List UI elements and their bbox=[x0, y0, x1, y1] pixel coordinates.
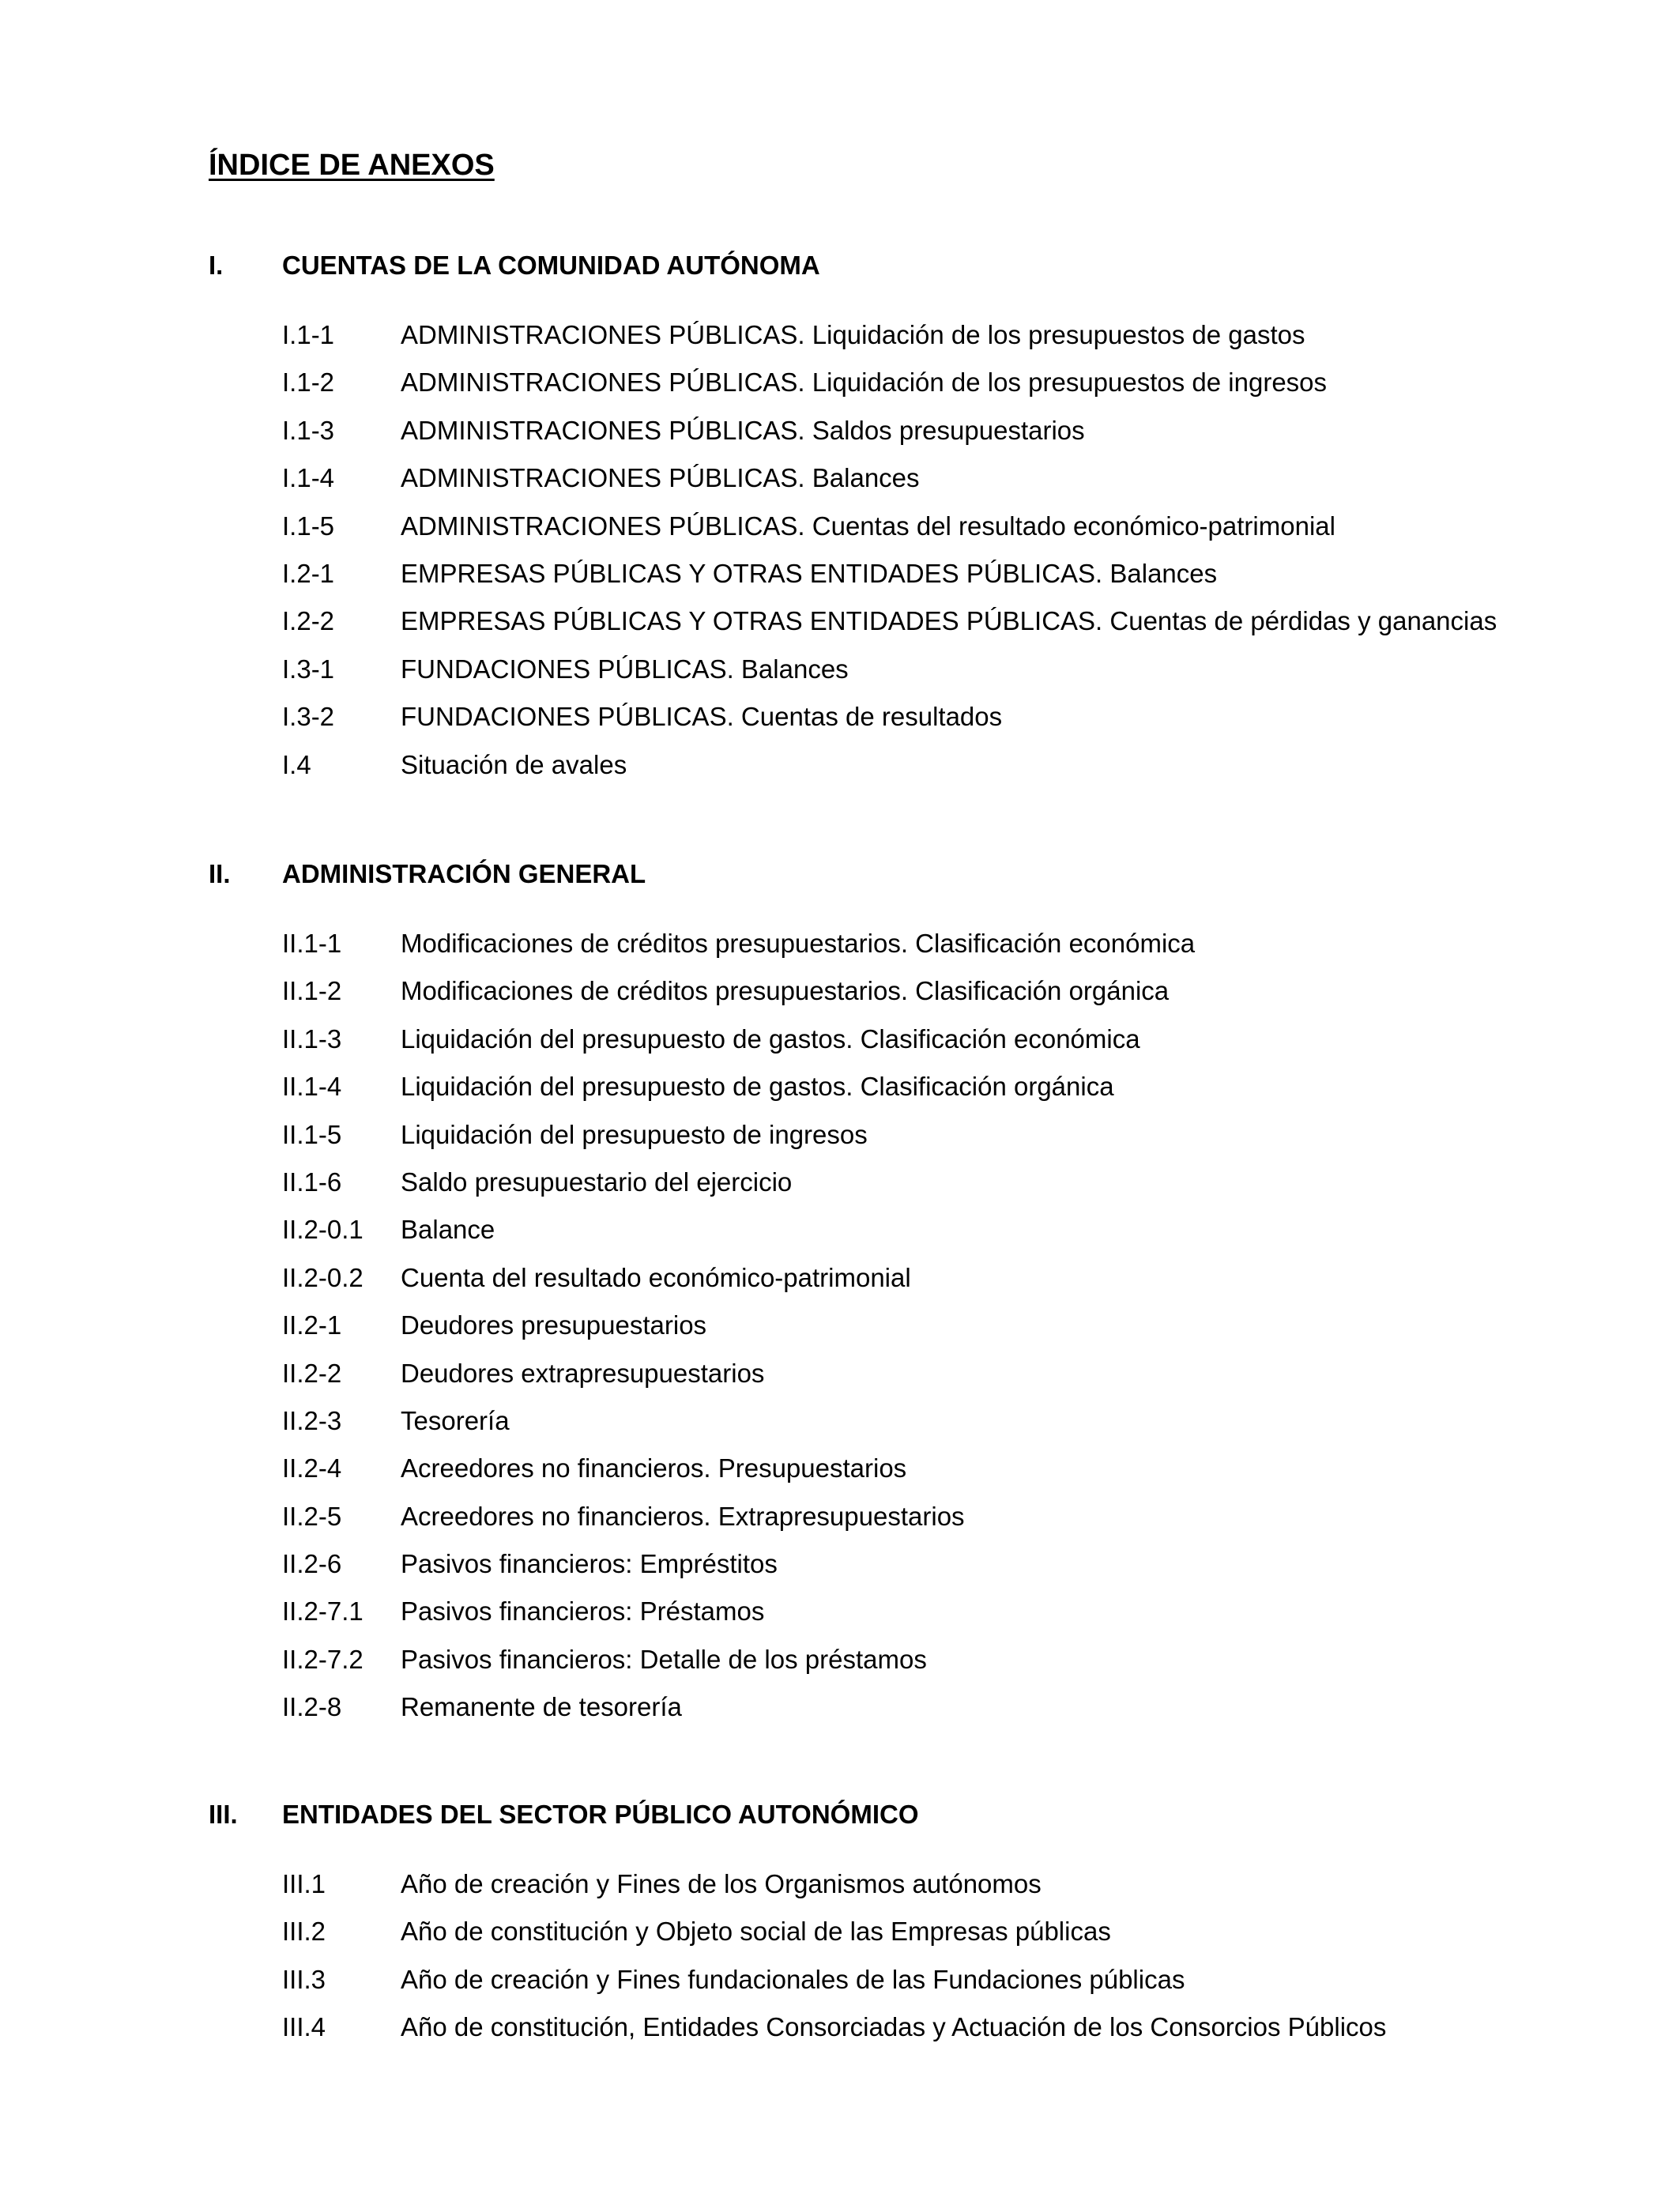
entry-text: Pasivos financieros: Préstamos bbox=[401, 1596, 765, 1627]
index-entry bbox=[209, 550, 1631, 598]
entry-code: I.2-2 bbox=[282, 606, 335, 636]
entry-code: II.2-3 bbox=[282, 1405, 342, 1435]
index-entry bbox=[209, 1350, 1631, 1397]
entry-code: I.1-1 bbox=[282, 320, 335, 349]
entry-code: II.2-2 bbox=[282, 1358, 342, 1388]
index-entry bbox=[209, 1016, 1631, 1063]
page-title: ÍNDICE DE ANEXOS bbox=[209, 149, 495, 182]
entry-code: III.2 bbox=[282, 1917, 326, 1947]
entry-text: EMPRESAS PÚBLICAS Y OTRAS ENTIDADES PÚBLICAS. Cuentas de pérdidas y ganancias bbox=[401, 606, 1497, 636]
index-entry bbox=[209, 1683, 1631, 1731]
index-entry bbox=[209, 1445, 1631, 1492]
index-entry bbox=[209, 1956, 1631, 2004]
index-entry bbox=[209, 1302, 1631, 1349]
index-entry bbox=[209, 2004, 1631, 2051]
section-entries bbox=[209, 920, 1631, 1732]
entry-code: I.1-3 bbox=[282, 415, 335, 445]
index-entry bbox=[209, 1111, 1631, 1159]
entry-text: ADMINISTRACIONES PÚBLICAS. Cuentas del resultado económico-patrimonial bbox=[401, 511, 1335, 541]
index-entry bbox=[209, 920, 1631, 967]
section-title: ENTIDADES DEL SECTOR PÚBLICO AUTONÓMICO bbox=[282, 1800, 919, 1829]
index-entry bbox=[209, 1540, 1631, 1588]
entry-text: Acreedores no financieros. Presupuestarios bbox=[401, 1453, 907, 1483]
entry-text: FUNDACIONES PÚBLICAS. Cuentas de resultados bbox=[401, 702, 1003, 732]
entry-code: II.2-1 bbox=[282, 1310, 342, 1340]
entry-text: Modificaciones de créditos presupuestarios. Clasificación orgánica bbox=[401, 976, 1170, 1006]
index-entry bbox=[209, 598, 1631, 645]
index-entry bbox=[209, 1588, 1631, 1635]
entry-code: II.2-7.1 bbox=[282, 1596, 363, 1627]
section-number: III. bbox=[209, 1800, 238, 1829]
index-entry bbox=[209, 1206, 1631, 1253]
section-header bbox=[209, 1796, 1631, 1834]
entry-text: Liquidación del presupuesto de gastos. Clasificación orgánica bbox=[401, 1072, 1114, 1102]
index-entry bbox=[209, 1908, 1631, 1955]
index-entry bbox=[209, 1493, 1631, 1540]
index-entry bbox=[209, 311, 1631, 359]
entry-text: Deudores extrapresupuestarios bbox=[401, 1358, 765, 1388]
section-title: CUENTAS DE LA COMUNIDAD AUTÓNOMA bbox=[282, 251, 820, 280]
index-entry bbox=[209, 1636, 1631, 1683]
entry-text: Liquidación del presupuesto de ingresos bbox=[401, 1119, 868, 1149]
entry-code: II.1-5 bbox=[282, 1119, 342, 1149]
section-header bbox=[209, 855, 1631, 893]
entry-code: I.4 bbox=[282, 749, 311, 779]
index-entry bbox=[209, 359, 1631, 406]
entry-text: Pasivos financieros: Empréstitos bbox=[401, 1549, 778, 1579]
entry-code: II.2-6 bbox=[282, 1549, 342, 1579]
index-entry bbox=[209, 454, 1631, 502]
entry-text: Modificaciones de créditos presupuestarios. Clasificación económica bbox=[401, 929, 1196, 958]
entry-code: II.1-4 bbox=[282, 1072, 342, 1102]
entry-code: II.1-6 bbox=[282, 1167, 342, 1197]
entry-text: Pasivos financieros: Detalle de los préstamos bbox=[401, 1644, 927, 1674]
entry-text: Remanente de tesorería bbox=[401, 1692, 682, 1722]
entry-text: Acreedores no financieros. Extrapresupuestarios bbox=[401, 1501, 965, 1531]
section-administracion-general bbox=[209, 855, 1631, 1732]
entry-code: II.2-8 bbox=[282, 1692, 342, 1722]
index-entry bbox=[209, 1397, 1631, 1445]
entry-code: II.1-3 bbox=[282, 1023, 342, 1054]
entry-code: II.2-5 bbox=[282, 1501, 342, 1531]
entry-code: II.2-7.2 bbox=[282, 1644, 363, 1674]
index-entry bbox=[209, 1159, 1631, 1206]
entry-text: EMPRESAS PÚBLICAS Y OTRAS ENTIDADES PÚBLICAS. Balances bbox=[401, 558, 1218, 588]
entry-code: I.2-1 bbox=[282, 558, 335, 588]
entry-text: Año de constitución, Entidades Consorciadas y Actuación de los Consorcios Públicos bbox=[401, 2012, 1387, 2042]
entry-code: II.2-0.2 bbox=[282, 1262, 363, 1292]
entry-text: ADMINISTRACIONES PÚBLICAS. Saldos presupuestarios bbox=[401, 415, 1085, 445]
index-entry bbox=[209, 693, 1631, 741]
entry-text: Año de creación y Fines de los Organismos autónomos bbox=[401, 1869, 1042, 1898]
section-cuentas-comunidad bbox=[209, 247, 1631, 789]
index-entry bbox=[209, 407, 1631, 454]
entry-text: Situación de avales bbox=[401, 749, 627, 779]
entry-text: Balance bbox=[401, 1215, 495, 1245]
entry-code: II.2-4 bbox=[282, 1453, 342, 1483]
index-entry bbox=[209, 741, 1631, 789]
entry-text: ADMINISTRACIONES PÚBLICAS. Balances bbox=[401, 463, 920, 493]
entry-code: III.4 bbox=[282, 2012, 326, 2042]
entry-code: I.3-1 bbox=[282, 654, 335, 684]
entry-text: Saldo presupuestario del ejercicio bbox=[401, 1167, 793, 1197]
entry-text: ADMINISTRACIONES PÚBLICAS. Liquidación de los presupuestos de gastos bbox=[401, 320, 1305, 349]
section-header bbox=[209, 247, 1631, 285]
index-entry bbox=[209, 1254, 1631, 1302]
entry-text: Tesorería bbox=[401, 1405, 510, 1435]
section-entries bbox=[209, 311, 1631, 789]
entry-code: II.1-1 bbox=[282, 929, 342, 958]
entry-code: II.1-2 bbox=[282, 976, 342, 1006]
entry-code: III.1 bbox=[282, 1869, 326, 1898]
index-entry bbox=[209, 503, 1631, 550]
entry-code: III.3 bbox=[282, 1964, 326, 1994]
section-entries bbox=[209, 1860, 1631, 2052]
entry-code: I.3-2 bbox=[282, 702, 335, 732]
index-entry bbox=[209, 967, 1631, 1015]
entry-text: ADMINISTRACIONES PÚBLICAS. Liquidación de los presupuestos de ingresos bbox=[401, 368, 1328, 398]
section-number: I. bbox=[209, 251, 224, 280]
entry-text: Cuenta del resultado económico-patrimonial bbox=[401, 1262, 911, 1292]
section-title: ADMINISTRACIÓN GENERAL bbox=[282, 859, 646, 888]
index-entry bbox=[209, 1063, 1631, 1110]
section-number: II. bbox=[209, 859, 231, 888]
index-entry bbox=[209, 646, 1631, 693]
entry-text: Liquidación del presupuesto de gastos. Clasificación económica bbox=[401, 1023, 1140, 1054]
section-entidades-sector-publico bbox=[209, 1796, 1631, 2052]
entry-code: II.2-0.1 bbox=[282, 1215, 363, 1245]
entry-code: I.1-4 bbox=[282, 463, 335, 493]
entry-text: Año de constitución y Objeto social de las Empresas públicas bbox=[401, 1917, 1111, 1947]
entry-code: I.1-5 bbox=[282, 511, 335, 541]
entry-code: I.1-2 bbox=[282, 368, 335, 398]
entry-text: Año de creación y Fines fundacionales de las Fundaciones públicas bbox=[401, 1964, 1185, 1994]
index-entry bbox=[209, 1860, 1631, 1908]
entry-text: FUNDACIONES PÚBLICAS. Balances bbox=[401, 654, 849, 684]
entry-text: Deudores presupuestarios bbox=[401, 1310, 707, 1340]
